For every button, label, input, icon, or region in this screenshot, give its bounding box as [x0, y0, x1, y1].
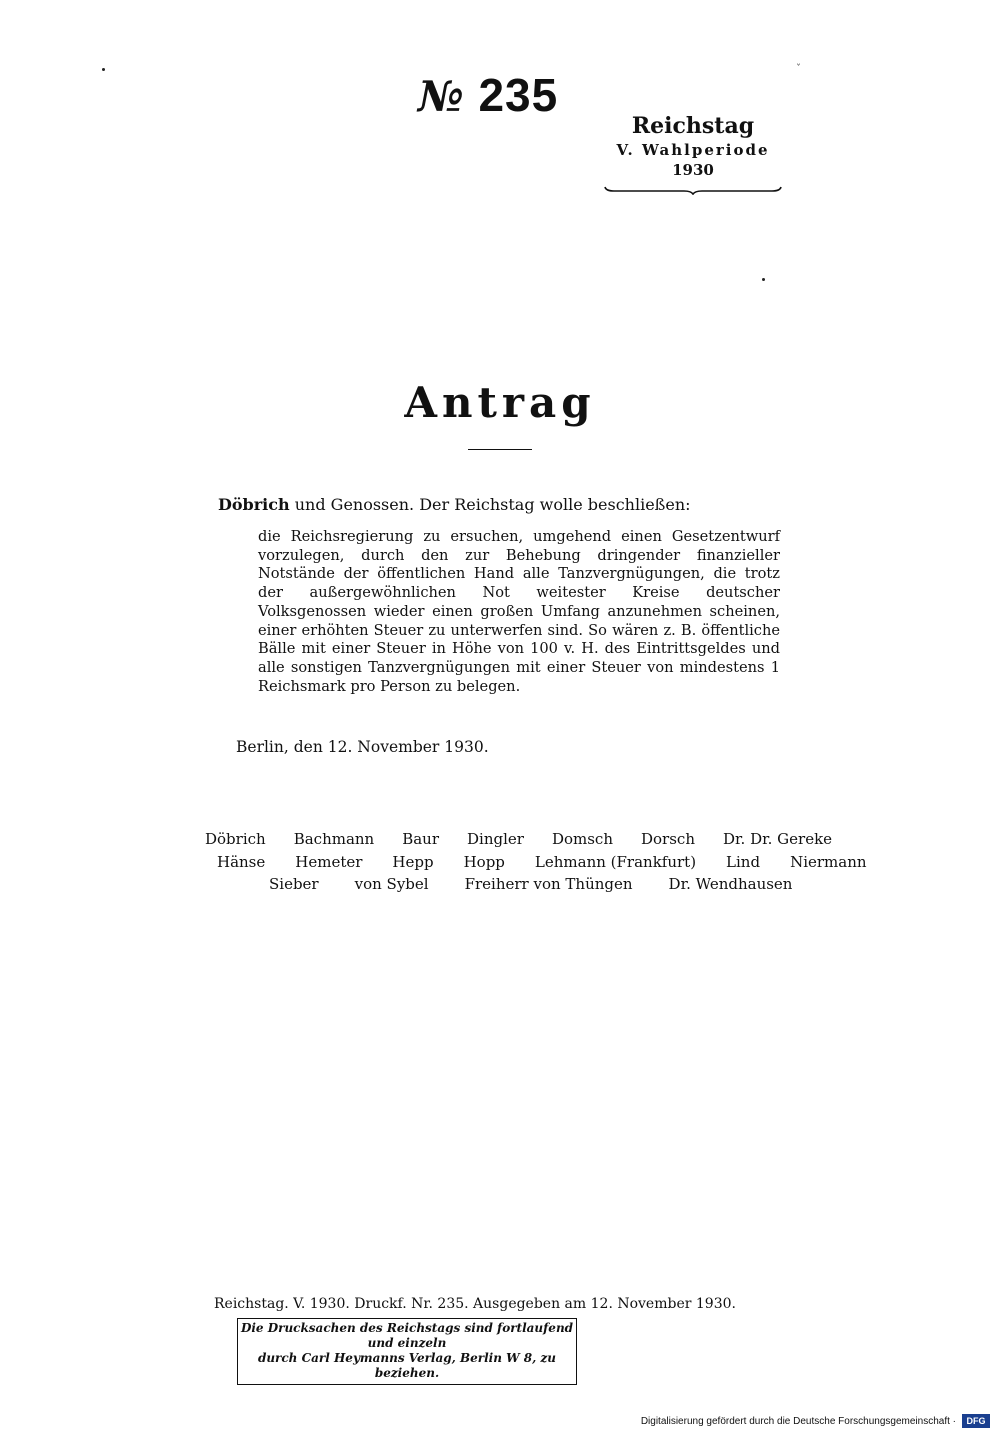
signatory: Dr. Wendhausen: [668, 875, 793, 893]
scan-speck: [762, 278, 765, 281]
motion-intro: [218, 495, 691, 514]
signatory: Lind: [726, 852, 761, 871]
signatory-row: [205, 828, 833, 851]
number-sign: №: [418, 72, 465, 121]
publisher-line: Die Drucksachen des Reichstags sind fortlaufend und einzeln: [240, 1321, 574, 1350]
signatory: Dorsch: [641, 830, 695, 848]
signatory-row: [205, 851, 867, 874]
signatory: Domsch: [551, 830, 613, 848]
signatory: Hepp: [392, 852, 434, 871]
document-number: [418, 68, 558, 122]
signatory: Sieber: [269, 875, 319, 893]
signatory: Niermann: [790, 852, 867, 871]
proposer-name: Döbrich: [218, 495, 290, 514]
digitization-credit: Digitalisierung gefördert durch die Deutsche Forschungsgemeinschaft ·: [640, 1416, 956, 1427]
signatory: Hopp: [463, 852, 505, 871]
signatory: Dr. Dr. Gereke: [723, 830, 833, 848]
signatory: von Sybel: [354, 875, 429, 893]
signatory: Hänse: [217, 852, 266, 871]
election-period: V. Wahlperiode: [616, 141, 770, 159]
place-date: Berlin, den 12. November 1930.: [236, 738, 489, 756]
brace-underline: [604, 186, 782, 195]
title-rule: [468, 449, 532, 450]
print-footer: Reichstag. V. 1930. Druckf. Nr. 235. Ausgegeben am 12. November 1930.: [214, 1296, 736, 1312]
parliament-name: Reichstag: [631, 113, 755, 139]
signatory: Döbrich: [205, 830, 266, 848]
motion-body: die Reichsregierung zu ersuchen, umgehend einen Gesetzentwurf vorzulegen, durch den zur Behebung dringender finanzieller Notstände der öffentlichen Hand alle Tanzvergnügungen, die trotz der außergewöhnlichen Not weitester Kreise deutscher Volksgenossen wieder einen großen Umfang anzunehmen scheinen, einer erhöhten Steuer zu unterwerfen sind. So wären z. B. öffentliche Bälle mit einer Steuer in Höhe von 100 v. H. des Eintrittsgeldes und alle sonstigen Tanzvergnügungen mit einer Steuer von mindestens 1 Reichsmark pro Person zu belegen.: [258, 528, 780, 695]
dfg-logo: DFG: [962, 1414, 990, 1428]
signatory: Freiherr von Thüngen: [464, 875, 633, 893]
session-year: 1930: [672, 161, 714, 179]
publisher-notice: [237, 1318, 577, 1385]
scan-speck: [102, 68, 105, 71]
publisher-line: durch Carl Heymanns Verlag, Berlin W 8, zu beziehen.: [257, 1351, 557, 1380]
signatory: Lehmann (Frankfurt): [534, 852, 697, 871]
scan-mark: ˇ: [796, 64, 801, 75]
signatory: Hemeter: [295, 852, 363, 871]
signatory: Baur: [402, 830, 440, 848]
signatories: [205, 828, 867, 896]
session-header: [604, 112, 782, 199]
document-title: Antrag: [404, 378, 596, 427]
signatory: Bachmann: [293, 830, 375, 848]
number-value: 235: [478, 69, 559, 121]
motion-intro-text: und Genossen. Der Reichstag wolle beschließen:: [294, 495, 691, 514]
signatory-row: [205, 873, 805, 896]
signatory: Dingler: [467, 830, 524, 848]
